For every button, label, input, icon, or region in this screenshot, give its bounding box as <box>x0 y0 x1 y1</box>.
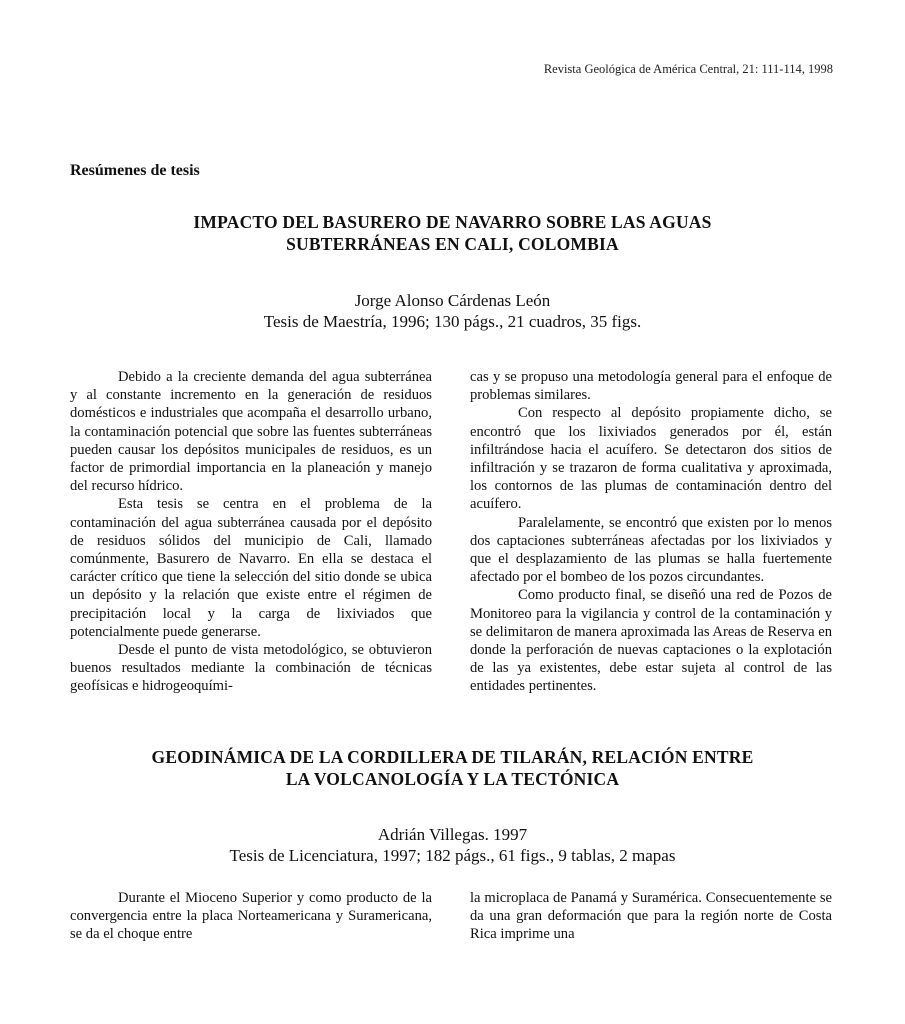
article1-paragraph: Paralelamente, se encontró que existen por lo menos dos captaciones subterráneas afectadas por los lixiviados y que el desplazamiento de las plumas se halla fuertemente afectado por el bombeo de los pozos circundantes. <box>470 514 832 586</box>
article1-paragraph: Debido a la creciente demanda del agua subterránea y al constante incremento en la generación de residuos domésticos e industriales que acompaña el desarrollo urbano, la contaminación potencial que sobre las fuentes subterráneas pueden causar los depósitos municipales de residuos, es un factor de primordial importancia en la planeación y manejo del recurso hídrico. <box>70 369 432 495</box>
article2-paragraph: Durante el Mioceno Superior y como producto de la convergencia entre la placa Norteamericana y Suramericana, se da el choque entre <box>70 890 432 943</box>
article1-paragraph: cas y se propuso una metodología general para el enfoque de problemas similares. <box>470 369 832 404</box>
article1-byline <box>60 290 845 332</box>
article1-paragraph: Esta tesis se centra en el problema de la contaminación del agua subterránea causada por el depósito de residuos sólidos del municipio de Cali, llamado comúnmente, Basurero de Navarro. En ella se destaca el carácter crítico que tiene la selección del sitio donde se ubica un depósito y la relación que existe entre el régimen de precipitación local y la carga de lixiviados que potencialmente puede generarse. <box>70 496 432 640</box>
article1-title-line1: IMPACTO DEL BASURERO DE NAVARRO SOBRE LAS AGUAS <box>193 212 712 232</box>
article2-title <box>60 746 845 790</box>
article1-paragraph: Desde el punto de vista metodológico, se obtuvieron buenos resultados mediante la combinación de técnicas geofísicas e hidrogeoquími- <box>70 642 432 695</box>
article1-author: Jorge Alonso Cárdenas León <box>354 291 551 310</box>
article2-author: Adrián Villegas. 1997 <box>377 825 528 844</box>
article2-right-column <box>470 889 832 944</box>
section-label: Resúmenes de tesis <box>70 162 200 179</box>
article2-paragraph: la microplaca de Panamá y Suramérica. Consecuentemente se da una gran deformación que para la región norte de Costa Rica imprime una <box>470 890 832 943</box>
article1-title-line2: SUBTERRÁNEAS EN CALI, COLOMBIA <box>286 234 619 254</box>
article1-paragraph: Con respecto al depósito propiamente dicho, se encontró que los lixiviados generados por él, están infiltrándose hacia el acuífero. Se detectaron dos sitios de infiltración y se trazaron de forma cualitativa y aproximada, los contornos de las plumas de contaminación dentro del acuífero. <box>470 405 832 513</box>
article1-paragraph: Como producto final, se diseñó una red de Pozos de Monitoreo para la vigilancia y control de la contaminación y se delimitaron de manera aproximada las Areas de Reserva en donde la perforación de nuevas captaciones o la explotación de las ya existentes, debe estar sujeta al control de las entidades pertinentes. <box>470 587 832 695</box>
article1-title <box>60 211 845 255</box>
article2-title-line1: GEODINÁMICA DE LA CORDILLERA DE TILARÁN, RELACIÓN ENTRE <box>151 747 754 767</box>
article2-title-line2: LA VOLCANOLOGÍA Y LA TECTÓNICA <box>285 769 620 789</box>
journal-reference: Revista Geológica de América Central, 21: 111-114, 1998 <box>543 62 833 76</box>
article1-left-column <box>70 368 432 696</box>
article1-thesis-info: Tesis de Maestría, 1996; 130 págs., 21 cuadros, 35 figs. <box>263 312 642 331</box>
article2-byline <box>60 824 845 866</box>
article2-thesis-info: Tesis de Licenciatura, 1997; 182 págs., 61 figs., 9 tablas, 2 mapas <box>229 846 676 865</box>
article1-right-column <box>470 368 832 696</box>
article2-left-column <box>70 889 432 944</box>
